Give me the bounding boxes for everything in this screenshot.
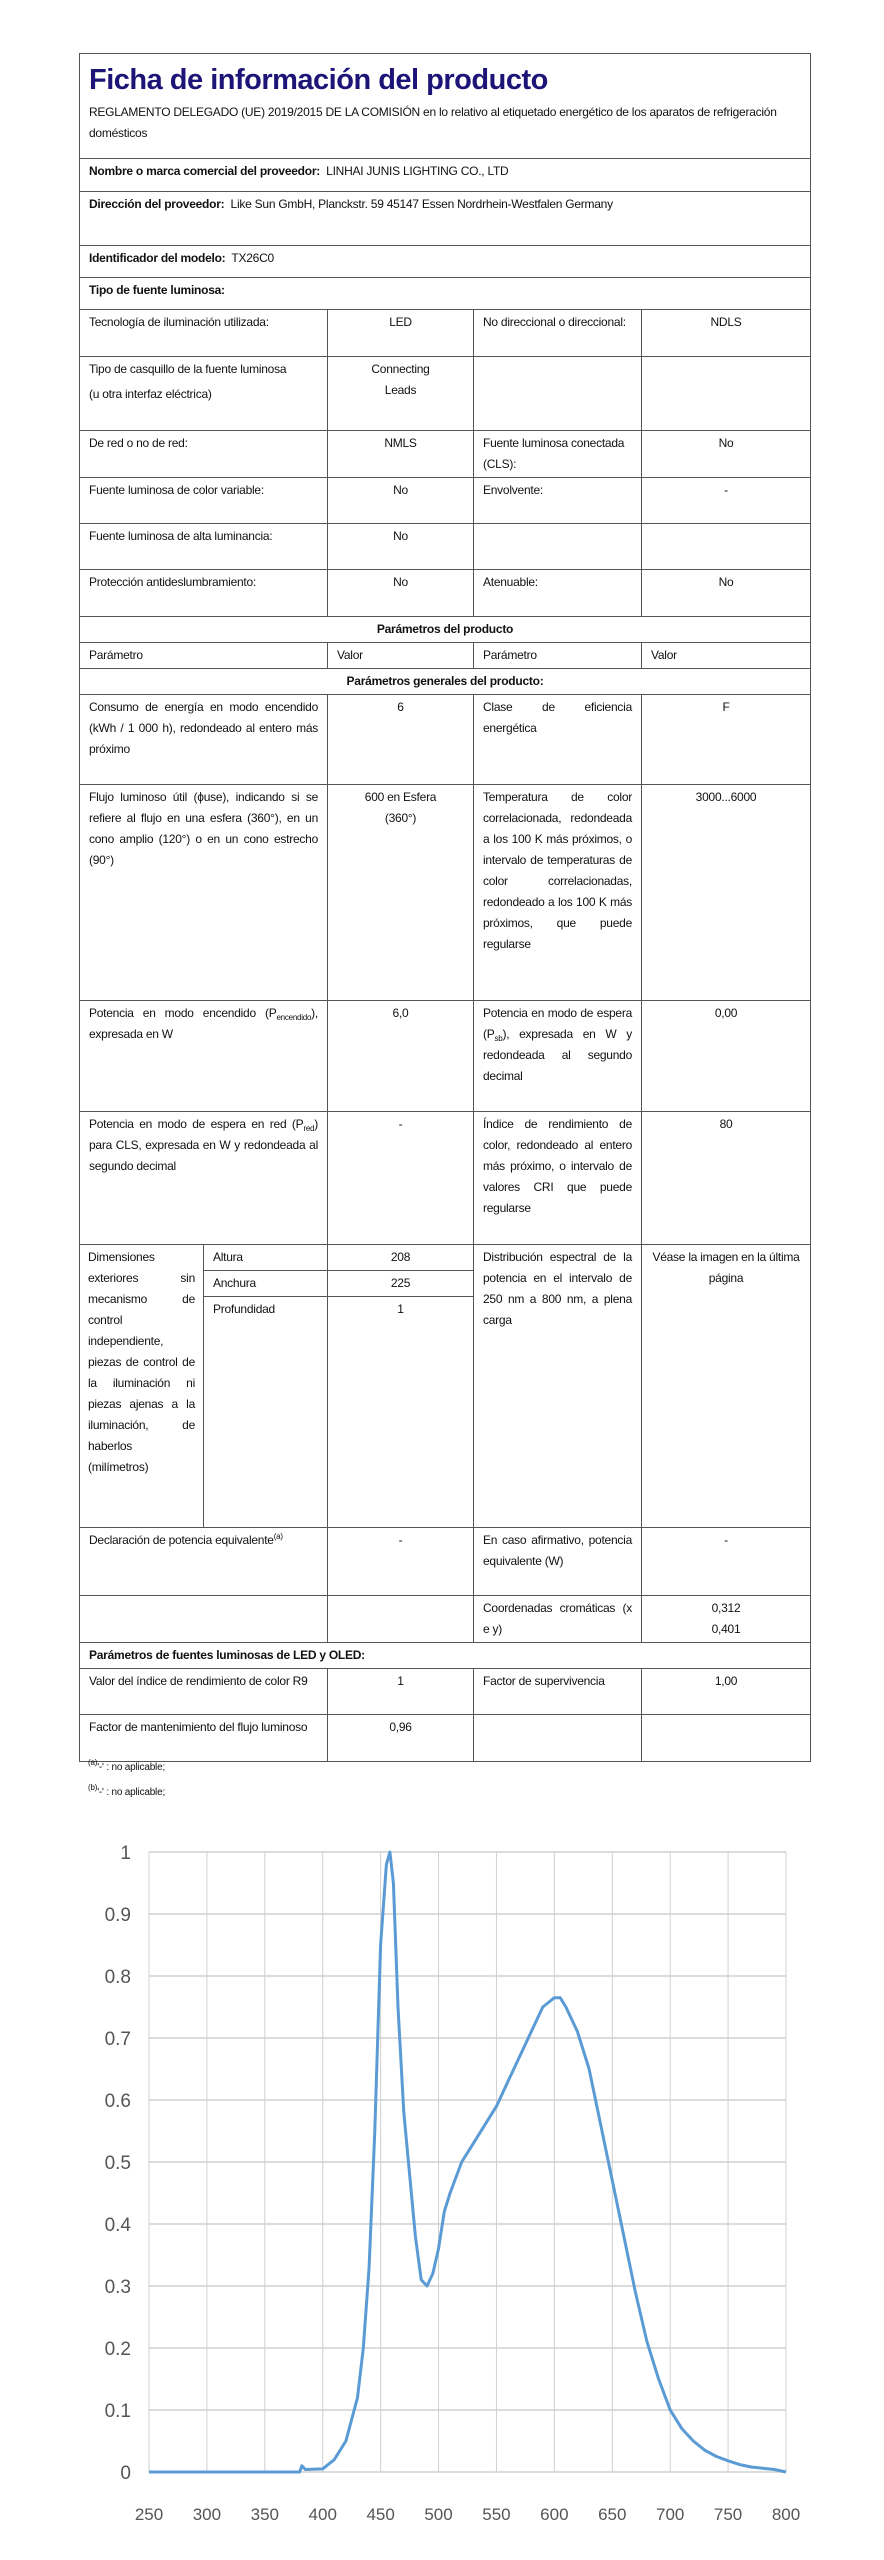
- param-label: Fuente luminosa conectada (CLS):: [474, 431, 642, 478]
- table-row: [80, 310, 811, 357]
- table-row: [80, 1112, 811, 1245]
- label-text: ), expresada en W: [89, 1006, 318, 1041]
- param-label: Clase de eficiencia energética: [474, 695, 642, 785]
- supplier-name-label: Nombre o marca comercial del proveedor:: [89, 164, 320, 178]
- param-value: [642, 524, 811, 570]
- dimension-value: 1: [328, 1297, 474, 1528]
- param-value: No: [642, 570, 811, 617]
- chromaticity-x: 0,312: [711, 1601, 741, 1615]
- page-title: Ficha de información del producto: [89, 64, 548, 96]
- footnote-mark: (a): [88, 1758, 98, 1767]
- label-subscript: sb: [494, 1034, 503, 1043]
- param-label-main: Tipo de casquillo de la fuente luminosa: [89, 362, 287, 376]
- footnote-ref: (a): [273, 1532, 283, 1541]
- x-tick-label: 500: [424, 2505, 453, 2524]
- y-tick-label: 0.5: [104, 2153, 131, 2174]
- empty-cell: [474, 1715, 642, 1762]
- table-row: [80, 478, 811, 524]
- empty-cell: [642, 1715, 811, 1762]
- x-tick-label: 400: [308, 2505, 337, 2524]
- table-row: [80, 1715, 811, 1762]
- param-value: 1: [328, 1669, 474, 1715]
- param-value: -: [328, 1528, 474, 1596]
- param-value: -: [642, 478, 811, 524]
- param-label: Fuente luminosa de color variable:: [80, 478, 328, 524]
- param-label: De red o no de red:: [80, 431, 328, 478]
- supplier-address-row: [80, 192, 811, 246]
- label-subscript: red: [303, 1124, 315, 1133]
- param-value: 0,96: [328, 1715, 474, 1762]
- param-value: NDLS: [642, 310, 811, 357]
- param-label: Envolvente:: [474, 478, 642, 524]
- table-row: [80, 1596, 811, 1643]
- param-value: 6: [328, 695, 474, 785]
- param-value: -: [642, 1528, 811, 1596]
- param-label: Factor de mantenimiento del flujo luminoso: [80, 1715, 328, 1762]
- param-label: En caso afirmativo, potencia equivalente (W): [474, 1528, 642, 1596]
- column-header-value: Valor: [642, 643, 811, 669]
- led-params-heading: Parámetros de fuentes luminosas de LED y OLED:: [80, 1643, 811, 1669]
- param-value: No: [328, 570, 474, 617]
- param-label: Tecnología de iluminación utilizada:: [80, 310, 328, 357]
- label-text: ) para CLS, expresada en W y redondeada al segundo decimal: [89, 1117, 318, 1173]
- empty-cell: [80, 1596, 328, 1643]
- y-tick-label: 1: [120, 1843, 131, 1864]
- column-header-row: [80, 643, 811, 669]
- table-row: [80, 524, 811, 570]
- param-label: Coordenadas cromáticas (x e y): [474, 1596, 642, 1643]
- param-label: [80, 1112, 328, 1245]
- header-cell: [80, 54, 811, 159]
- footnote-a: [88, 1758, 166, 1773]
- param-value: 600 en Esfera (360°): [328, 785, 474, 1001]
- y-tick-label: 0: [120, 2463, 131, 2484]
- empty-cell: [328, 1596, 474, 1643]
- y-tick-label: 0.1: [104, 2401, 131, 2422]
- y-tick-label: 0.3: [104, 2277, 131, 2298]
- dimensions-row: [80, 1245, 811, 1271]
- table-row: [80, 431, 811, 478]
- footnote-mark: (b): [88, 1783, 98, 1792]
- param-value: -: [328, 1112, 474, 1245]
- param-value: No: [328, 524, 474, 570]
- dimension-name: Altura: [204, 1245, 328, 1271]
- footnote-text: '-' : no aplicable;: [97, 1762, 166, 1773]
- x-tick-label: 300: [192, 2505, 222, 2524]
- table-row: [80, 785, 811, 1001]
- product-params-heading: Parámetros del producto: [80, 617, 811, 643]
- product-information-sheet: [79, 53, 810, 1762]
- param-label-note: (u otra interfaz eléctrica): [89, 387, 212, 401]
- x-tick-label: 550: [482, 2505, 511, 2524]
- param-value: 1,00: [642, 1669, 811, 1715]
- param-value: 0,00: [642, 1001, 811, 1112]
- y-tick-label: 0.9: [104, 1905, 131, 1926]
- y-tick-label: 0.2: [104, 2339, 131, 2360]
- table-row: [80, 1001, 811, 1112]
- param-label: No direccional o direccional:: [474, 310, 642, 357]
- chromaticity-y: 0,401: [711, 1622, 741, 1636]
- column-header-value: Valor: [328, 643, 474, 669]
- supplier-name-value: LINHAI JUNIS LIGHTING CO., LTD: [326, 164, 509, 178]
- dimension-name: Profundidad: [204, 1297, 328, 1528]
- x-tick-label: 650: [598, 2505, 627, 2524]
- param-value: 6,0: [328, 1001, 474, 1112]
- table-row: [80, 570, 811, 617]
- param-label: [474, 524, 642, 570]
- column-header-param: Parámetro: [80, 643, 328, 669]
- dimensions-label: Dimensiones exteriores sin mecanismo de control independiente, piezas de control de la iluminación ni piezas ajenas a la iluminación, de haberlos (milímetros): [80, 1245, 204, 1528]
- param-label: Atenuable:: [474, 570, 642, 617]
- dimension-value: 208: [328, 1245, 474, 1271]
- table-row: [80, 1528, 811, 1596]
- table-row: [80, 695, 811, 785]
- param-label: Valor del índice de rendimiento de color R9: [80, 1669, 328, 1715]
- param-value: 3000...6000: [642, 785, 811, 1001]
- model-row: [80, 246, 811, 278]
- param-label: [80, 1001, 328, 1112]
- supplier-name-row: [80, 159, 811, 192]
- param-label: [80, 1528, 328, 1596]
- param-label: [80, 357, 328, 431]
- label-text: Potencia en modo de espera (P: [483, 1006, 632, 1041]
- label-text: Potencia en modo encendido (P: [89, 1006, 277, 1020]
- param-label: Protección antideslumbramiento:: [80, 570, 328, 617]
- param-label: Índice de rendimiento de color, redondeado al entero más próximo, o intervalo de valores CRI que puede regularse: [474, 1112, 642, 1245]
- param-label: Flujo luminoso útil (ϕuse), indicando si se refiere al flujo en una esfera (360°), en un cono amplio (120°) o en un cono estrecho (90°): [80, 785, 328, 1001]
- y-tick-label: 0.4: [104, 2215, 131, 2236]
- param-value: No: [328, 478, 474, 524]
- label-text: Declaración de potencia equivalente: [89, 1533, 274, 1547]
- param-label: Fuente luminosa de alta luminancia:: [80, 524, 328, 570]
- y-tick-label: 0.6: [104, 2091, 131, 2112]
- param-value: [642, 1596, 811, 1643]
- footnote-b: [88, 1783, 166, 1798]
- x-tick-label: 700: [655, 2505, 685, 2524]
- info-table: [79, 53, 811, 1762]
- label-subscript: encendido: [276, 1013, 312, 1022]
- table-row: [80, 357, 811, 431]
- supplier-address-label: Dirección del proveedor:: [89, 197, 225, 211]
- param-value: NMLS: [328, 431, 474, 478]
- model-label: Identificador del modelo:: [89, 251, 226, 265]
- x-tick-label: 250: [134, 2505, 164, 2524]
- y-tick-label: 0.8: [104, 1967, 131, 1988]
- light-source-heading: Tipo de fuente luminosa:: [80, 278, 811, 310]
- x-tick-label: 750: [713, 2505, 743, 2524]
- x-tick-label: 800: [771, 2505, 801, 2524]
- model-value: TX26C0: [231, 251, 274, 265]
- param-label: Factor de supervivencia: [474, 1669, 642, 1715]
- dimension-name: Anchura: [204, 1271, 328, 1297]
- param-value: Véase la imagen en la última página: [642, 1245, 811, 1528]
- spectral-distribution-chart: [0, 1820, 884, 2560]
- column-header-param: Parámetro: [474, 643, 642, 669]
- param-value: 80: [642, 1112, 811, 1245]
- x-tick-label: 350: [250, 2505, 280, 2524]
- param-label: Temperatura de color correlacionada, redondeada a los 100 K más próximos, o intervalo de temperaturas de color correlacionadas, redondeado a los 100 K más próximos, que puede regularse: [474, 785, 642, 1001]
- param-label: [474, 357, 642, 431]
- table-row: [80, 1669, 811, 1715]
- label-text: Potencia en modo de espera en red (P: [89, 1117, 304, 1131]
- param-label: Consumo de energía en modo encendido (kWh / 1 000 h), redondeado al entero más próximo: [80, 695, 328, 785]
- x-tick-label: 600: [540, 2505, 569, 2524]
- x-tick-label: 450: [366, 2505, 395, 2524]
- label-text: ), expresada en W y redondeada al segundo decimal: [483, 1027, 632, 1083]
- y-tick-label: 0.7: [104, 2029, 131, 2050]
- param-value: Connecting Leads: [328, 357, 474, 431]
- param-value: [642, 357, 811, 431]
- general-params-heading: Parámetros generales del producto:: [80, 669, 811, 695]
- param-value: No: [642, 431, 811, 478]
- regulation-text: REGLAMENTO DELEGADO (UE) 2019/2015 DE LA COMISIÓN en lo relativo al etiquetado energético de los aparatos de refrigeración domésticos: [89, 105, 777, 140]
- param-value: F: [642, 695, 811, 785]
- param-value: LED: [328, 310, 474, 357]
- param-label: [474, 1001, 642, 1112]
- dimension-value: 225: [328, 1271, 474, 1297]
- footnote-text: '-' : no aplicable;: [97, 1787, 166, 1798]
- param-label: Distribución espectral de la potencia en el intervalo de 250 nm a 800 nm, a plena carga: [474, 1245, 642, 1528]
- supplier-address-value: Like Sun GmbH, Planckstr. 59 45147 Essen Nordrhein-Westfalen Germany: [230, 197, 613, 211]
